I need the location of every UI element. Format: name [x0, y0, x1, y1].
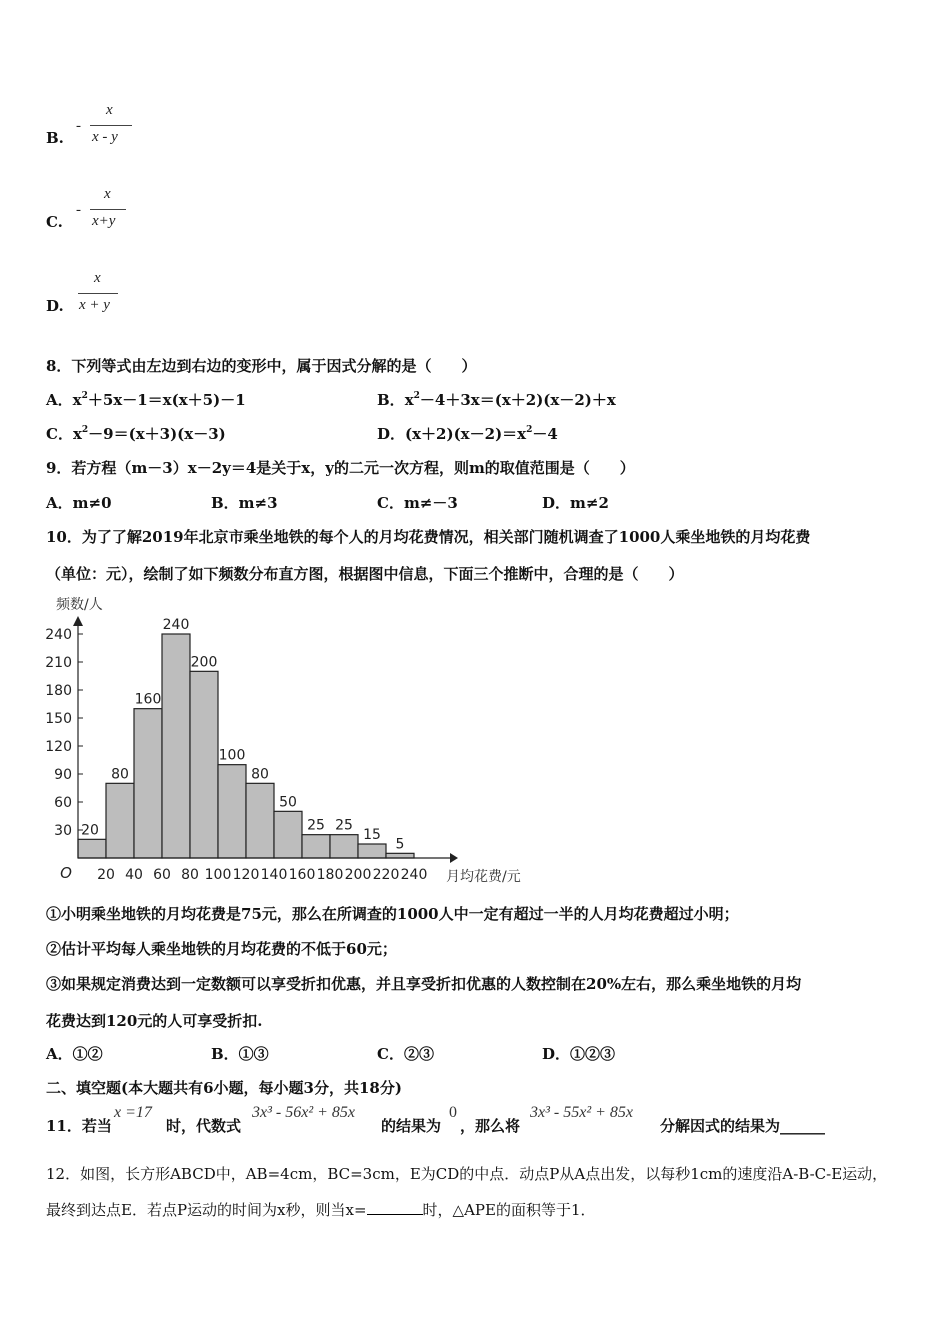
x-tick-label: 60 — [153, 867, 171, 883]
q10-statement-2: ②估计平均每人乘坐地铁的月均花费的不低于60元； — [46, 940, 397, 958]
option-text: x — [404, 391, 414, 409]
x-tick-label: 180 — [316, 867, 344, 883]
exponent: 2 — [413, 391, 420, 401]
q10-option-a: A．①② — [46, 1045, 103, 1063]
option-text: ＋5x－1＝x(x＋5)－1 — [87, 391, 246, 409]
histogram-bar — [274, 811, 302, 858]
option-text: －4＋3x＝(x＋2)(x－2)＋x — [419, 391, 616, 409]
bar-value-label: 80 — [251, 766, 269, 783]
option-label: B． — [377, 391, 405, 409]
option-text: x — [72, 425, 82, 443]
y-tick-label: 180 — [45, 683, 72, 699]
x-axis-title: 月均花费/元 — [446, 869, 521, 885]
y-tick-label: 120 — [45, 739, 72, 755]
q10-stem-line1: 10．为了了解2019年北京市乘坐地铁的每个人的月均花费情况，相关部门随机调查了1000人乘坐地铁的月均花费 — [46, 528, 811, 546]
exponent: 2 — [81, 425, 89, 435]
histogram-bar — [358, 844, 386, 858]
x-tick-label: 140 — [260, 867, 288, 883]
q11-text: ，那么将 — [460, 1117, 521, 1135]
q8-option-d — [377, 423, 558, 444]
q11-condition: x =17 — [114, 1104, 152, 1121]
fraction — [74, 186, 144, 238]
histogram-bar — [246, 783, 274, 858]
denominator: x - y — [92, 129, 118, 145]
x-tick-label: 20 — [97, 867, 115, 883]
numerator: x — [106, 102, 113, 118]
q9-stem: 9．若方程（m－3）x－2y＝4是关于x，y的二元一次方程，则m的取值范围是（ ） — [46, 459, 635, 477]
x-tick-label: 240 — [400, 867, 428, 883]
histogram-bar — [78, 839, 106, 858]
q11-text: 分解因式的结果为______ — [660, 1117, 826, 1135]
x-tick-label: 40 — [125, 867, 143, 883]
q8-option-b — [377, 389, 616, 410]
option-label: D. — [46, 297, 64, 315]
q8-option-c — [46, 423, 226, 444]
bar-value-label: 25 — [307, 817, 325, 834]
option-label: A． — [46, 391, 73, 409]
histogram-bar — [218, 765, 246, 858]
bar-value-label: 25 — [335, 817, 353, 834]
x-tick-label: 220 — [372, 867, 400, 883]
bar-value-label: 50 — [279, 794, 297, 811]
y-tick-label: 210 — [45, 655, 72, 671]
q10-option-d: D．①②③ — [542, 1045, 616, 1063]
option-label: C. — [46, 213, 63, 231]
answer-blank — [367, 1214, 423, 1215]
histogram-bar — [162, 634, 190, 858]
option-text: x — [72, 391, 82, 409]
q9-option-c: C．m≠－3 — [377, 494, 458, 512]
x-tick-label: 100 — [204, 867, 232, 883]
q10-statement-3b: 花费达到120元的人可享受折扣. — [46, 1012, 263, 1030]
q9-option-b: B．m≠3 — [211, 494, 278, 512]
bar-value-label: 80 — [111, 766, 129, 783]
y-axis-title: 频数/人 — [56, 597, 103, 613]
denominator: x + y — [79, 297, 110, 313]
q11-expression-1: 3x³ - 56x² + 85x — [252, 1104, 356, 1121]
q8-option-a — [46, 389, 246, 410]
histogram-bar — [302, 835, 330, 858]
fraction-bar — [78, 293, 118, 294]
histogram-bar — [106, 783, 134, 858]
q10-statement-1: ①小明乘坐地铁的月均花费是75元，那么在所调查的1000人中一定有超过一半的人月均花费超过小明； — [46, 905, 739, 923]
minus-sign: - — [76, 202, 81, 218]
q11-text: 的结果为 — [381, 1117, 442, 1135]
histogram-bar — [330, 835, 358, 858]
y-tick-label: 150 — [45, 711, 72, 727]
q12-text: 最终到达点E．若点P运动的时间为x秒，则当x= — [46, 1201, 367, 1219]
y-axis-arrow — [73, 616, 83, 626]
x-tick-label: 120 — [232, 867, 260, 883]
bar-value-label: 5 — [395, 836, 405, 853]
numerator: x — [94, 270, 101, 286]
bar-value-label: 160 — [134, 691, 162, 708]
q10-statement-3a: ③如果规定消费达到一定数额可以享受折扣优惠，并且享受折扣优惠的人数控制在20%左右，那么乘坐地铁的月均 — [46, 975, 802, 993]
fraction — [74, 102, 144, 154]
bar-value-label: 20 — [81, 822, 99, 839]
q12-line1: 12．如图，长方形ABCD中，AB=4cm，BC=3cm，E为CD的中点．动点P从A点出发，以每秒1cm的速度沿A-B-C-E运动， — [46, 1165, 888, 1183]
option-label: C． — [46, 425, 73, 443]
x-axis-arrow — [450, 853, 458, 863]
y-tick-label: 60 — [54, 795, 72, 811]
fraction-bar — [90, 125, 132, 126]
denominator: x+y — [92, 213, 116, 229]
option-label: B. — [46, 129, 64, 147]
y-tick-label: 90 — [54, 767, 72, 783]
option-text: －9＝(x＋3)(x－3) — [88, 425, 226, 443]
option-text: (x＋2)(x－2)＝x — [405, 425, 527, 443]
x-tick-label: 200 — [344, 867, 372, 883]
y-tick-label: 30 — [54, 823, 72, 839]
option-text: －4 — [532, 425, 558, 443]
exponent: 2 — [81, 391, 88, 401]
q9-option-a: A．m≠0 — [46, 494, 112, 512]
q10-option-b: B．①③ — [211, 1045, 269, 1063]
x-tick-label: 160 — [288, 867, 316, 883]
q11-text: 时，代数式 — [166, 1117, 242, 1135]
section-title: 二、填空题(本大题共有6小题，每小题3分，共18分) — [46, 1079, 402, 1097]
fraction — [74, 270, 144, 322]
y-tick-label: 240 — [45, 627, 72, 643]
q11-result-value: 0 — [449, 1104, 457, 1121]
origin-label: O — [60, 864, 72, 882]
bar-value-label: 200 — [190, 654, 218, 671]
histogram-bar — [190, 671, 218, 858]
bar-value-label: 100 — [218, 747, 246, 764]
x-tick-label: 80 — [181, 867, 199, 883]
minus-sign: - — [76, 118, 81, 134]
q11-expression-2: 3x³ - 55x² + 85x — [530, 1104, 634, 1121]
q10-stem-line2: （单位：元），绘制了如下频数分布直方图，根据图中信息，下面三个推断中，合理的是（ ） — [46, 565, 684, 583]
q8-stem: 8．下列等式由左边到右边的变形中，属于因式分解的是（ ） — [46, 357, 477, 375]
histogram-bar — [134, 709, 162, 858]
histogram-bar — [386, 853, 414, 858]
bar-value-label: 240 — [162, 617, 190, 633]
q12-line2 — [46, 1199, 596, 1220]
q12-text: 时，△APE的面积等于1． — [422, 1201, 596, 1219]
fraction-bar — [90, 209, 126, 210]
exponent: 2 — [526, 425, 533, 435]
bar-value-label: 15 — [363, 827, 381, 843]
numerator: x — [104, 186, 111, 202]
histogram-chart — [40, 588, 540, 890]
option-label: D． — [377, 425, 406, 443]
q11-text: 11．若当 — [46, 1117, 112, 1135]
q10-option-c: C．②③ — [377, 1045, 434, 1063]
q9-option-d: D．m≠2 — [542, 494, 609, 512]
